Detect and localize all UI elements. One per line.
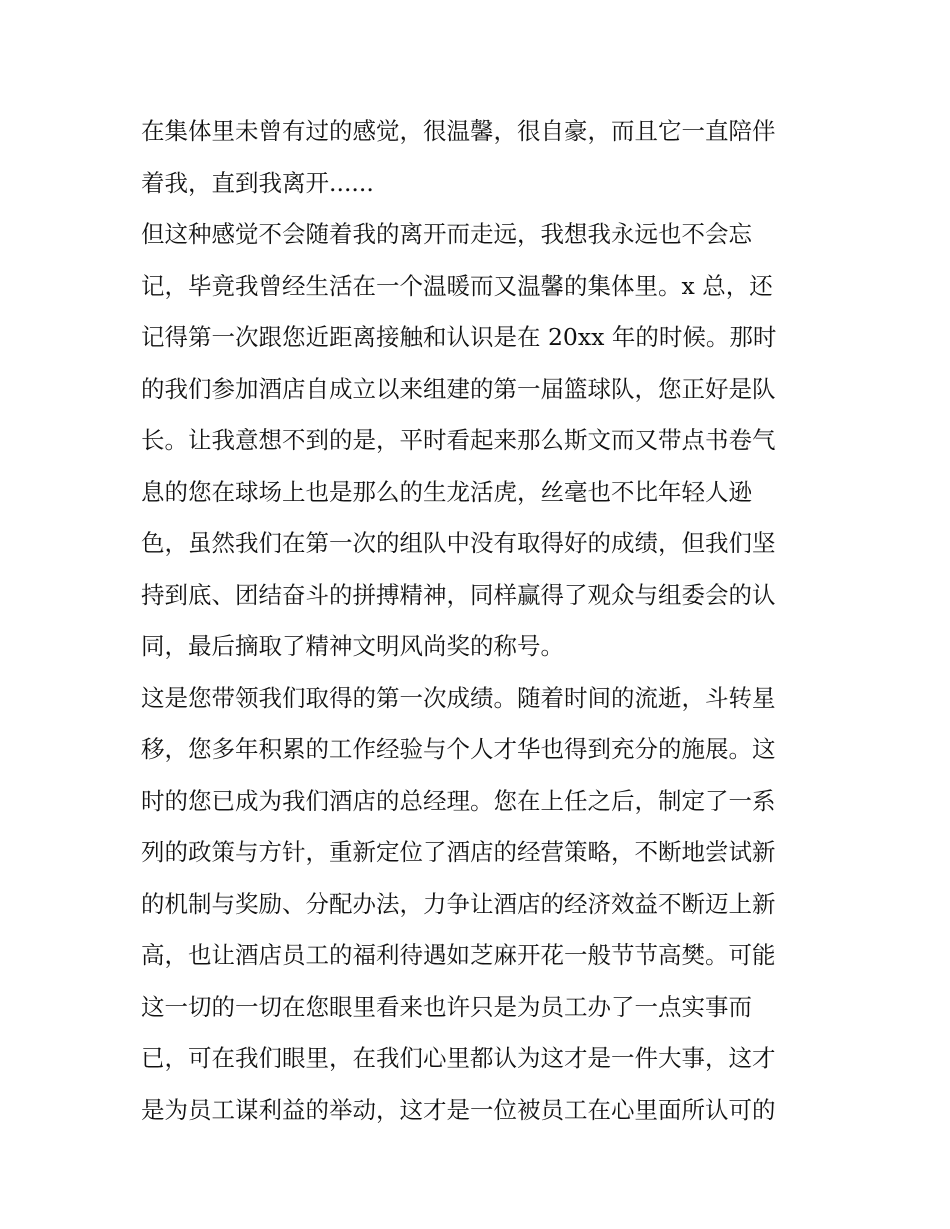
text-line: 高，也让酒店员工的福利待遇如芝麻开花一般节节高樊。可能: [141, 941, 776, 969]
text-line: 移，您多年积累的工作经验与个人才华也得到充分的施展。这: [141, 735, 776, 763]
text-line: 时的您已成为我们酒店的总经理。您在上任之后，制定了一系: [141, 786, 776, 815]
text-line: 在集体里未曾有过的感觉，很温馨，很自豪，而且它一直陪伴: [141, 117, 776, 145]
text-line: 长。让我意想不到的是，平时看起来那么斯文而又带点书卷气: [141, 426, 776, 454]
text-line: 持到底、团结奋斗的拼搏精神，同样赢得了观众与组委会的认: [141, 580, 776, 609]
text-line: 这一切的一切在您眼里看来也许只是为员工办了一点实事而: [141, 992, 752, 1021]
text-line: 但这种感觉不会随着我的离开而走远，我想我永远也不会忘: [141, 220, 752, 248]
text-line: 息的您在球场上也是那么的生龙活虎，丝毫也不比年轻人逊: [141, 477, 752, 506]
document-body: [141, 106, 813, 1136]
text-line: 这是您带领我们取得的第一次成绩。随着时间的流逝，斗转星: [141, 683, 776, 712]
text-line: 着我，直到我离开......: [141, 168, 374, 197]
text-line: 的我们参加酒店自成立以来组建的第一届篮球队，您正好是队: [141, 374, 776, 403]
text-line: 已，可在我们眼里，在我们心里都认为这才是一件大事，这才: [141, 1044, 776, 1072]
text-line: 记，毕竟我曾经生活在一个温暖而又温馨的集体里。x 总，还: [141, 271, 773, 300]
text-line: 同，最后摘取了精神文明风尚奖的称号。: [141, 632, 564, 660]
text-line: 列的政策与方针，重新定位了酒店的经营策略，不断地尝试新: [141, 838, 776, 866]
text-line: 的机制与奖励、分配办法，力争让酒店的经济效益不断迈上新: [141, 889, 776, 918]
text-line: 是为员工谋利益的举动，这才是一位被员工在心里面所认可的: [141, 1095, 776, 1124]
text-line: 色，虽然我们在第一次的组队中没有取得好的成绩，但我们坚: [141, 529, 776, 557]
text-line: 记得第一次跟您近距离接触和认识是在 20xx 年的时候。那时: [141, 323, 777, 351]
